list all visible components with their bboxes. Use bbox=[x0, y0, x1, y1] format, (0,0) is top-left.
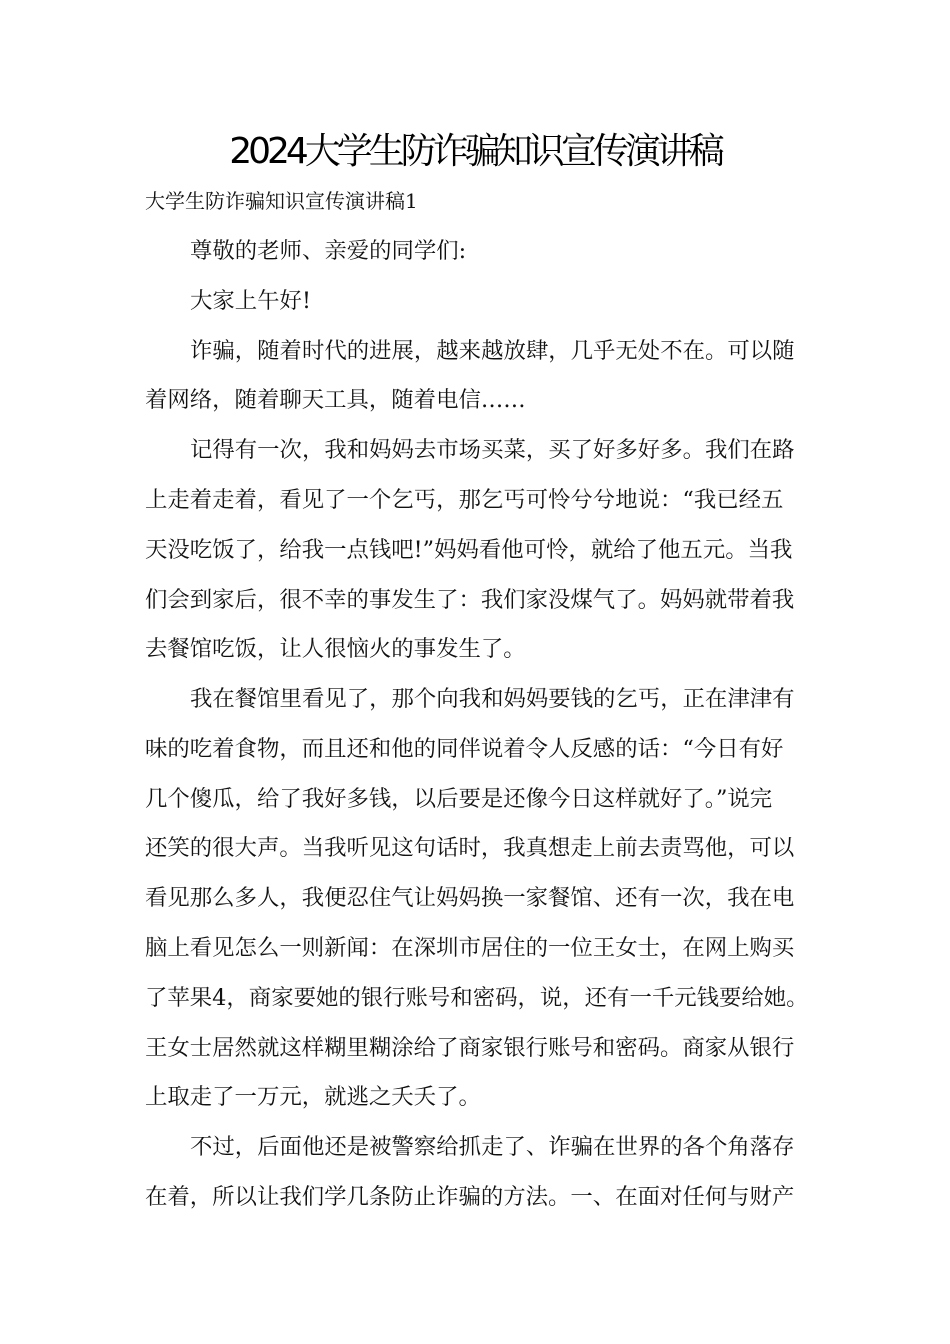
paragraph-line: 几个傻瓜，给了我好多钱，以后要是还像今日这样就好了。”说完 bbox=[145, 786, 773, 812]
paragraph-line: 去餐馆吃饭，让人很恼火的事发生了。 bbox=[145, 636, 526, 662]
document-subtitle: 大学生防诈骗知识宣传演讲稿1 bbox=[145, 189, 418, 213]
paragraph-line: 在着，所以让我们学几条防止诈骗的方法。一、在面对任何与财产 bbox=[145, 1184, 795, 1210]
paragraph-line: 们会到家后，很不幸的事发生了：我们家没煤气了。妈妈就带着我 bbox=[145, 587, 795, 613]
paragraph-line: 着网络，随着聊天工具，随着电信…… bbox=[145, 387, 526, 413]
paragraph-line: 王女士居然就这样糊里糊涂给了商家银行账号和密码。商家从银行 bbox=[145, 1035, 795, 1061]
paragraph-line: 尊敬的老师、亲爱的同学们: bbox=[190, 238, 467, 264]
paragraph-line: 了苹果4，商家要她的银行账号和密码，说，还有一千元钱要给她。 bbox=[145, 985, 809, 1011]
paragraph-line: 上取走了一万元，就逃之夭夭了。 bbox=[145, 1084, 481, 1110]
paragraph-line: 记得有一次，我和妈妈去市场买菜，买了好多好多。我们在路 bbox=[190, 437, 795, 463]
paragraph-line: 还笑的很大声。当我听见这句话时，我真想走上前去责骂他，可以 bbox=[145, 835, 795, 861]
document-title: 2024大学生防诈骗知识宣传演讲稿 bbox=[229, 131, 721, 172]
paragraph-line: 味的吃着食物，而且还和他的同伴说着令人反感的话：“今日有好 bbox=[145, 736, 784, 762]
paragraph-line: 诈骗，随着时代的进展，越来越放肆，几乎无处不在。可以随 bbox=[190, 338, 795, 364]
paragraph-line: 我在餐馆里看见了，那个向我和妈妈要钱的乞丐，正在津津有 bbox=[190, 686, 795, 712]
paragraph-line: 大家上午好! bbox=[190, 288, 311, 314]
paragraph-line: 看见那么多人，我便忍住气让妈妈换一家餐馆、还有一次，我在电 bbox=[145, 885, 795, 911]
paragraph-line: 上走着走着，看见了一个乞丐，那乞丐可怜兮兮地说：“我已经五 bbox=[145, 487, 784, 513]
paragraph-line: 脑上看见怎么一则新闻：在深圳市居住的一位王女士，在网上购买 bbox=[145, 935, 795, 961]
paragraph-line: 天没吃饭了，给我一点钱吧!”妈妈看他可怜，就给了他五元。当我 bbox=[145, 537, 793, 563]
paragraph-line: 不过，后面他还是被警察给抓走了、诈骗在世界的各个角落存 bbox=[190, 1134, 795, 1160]
